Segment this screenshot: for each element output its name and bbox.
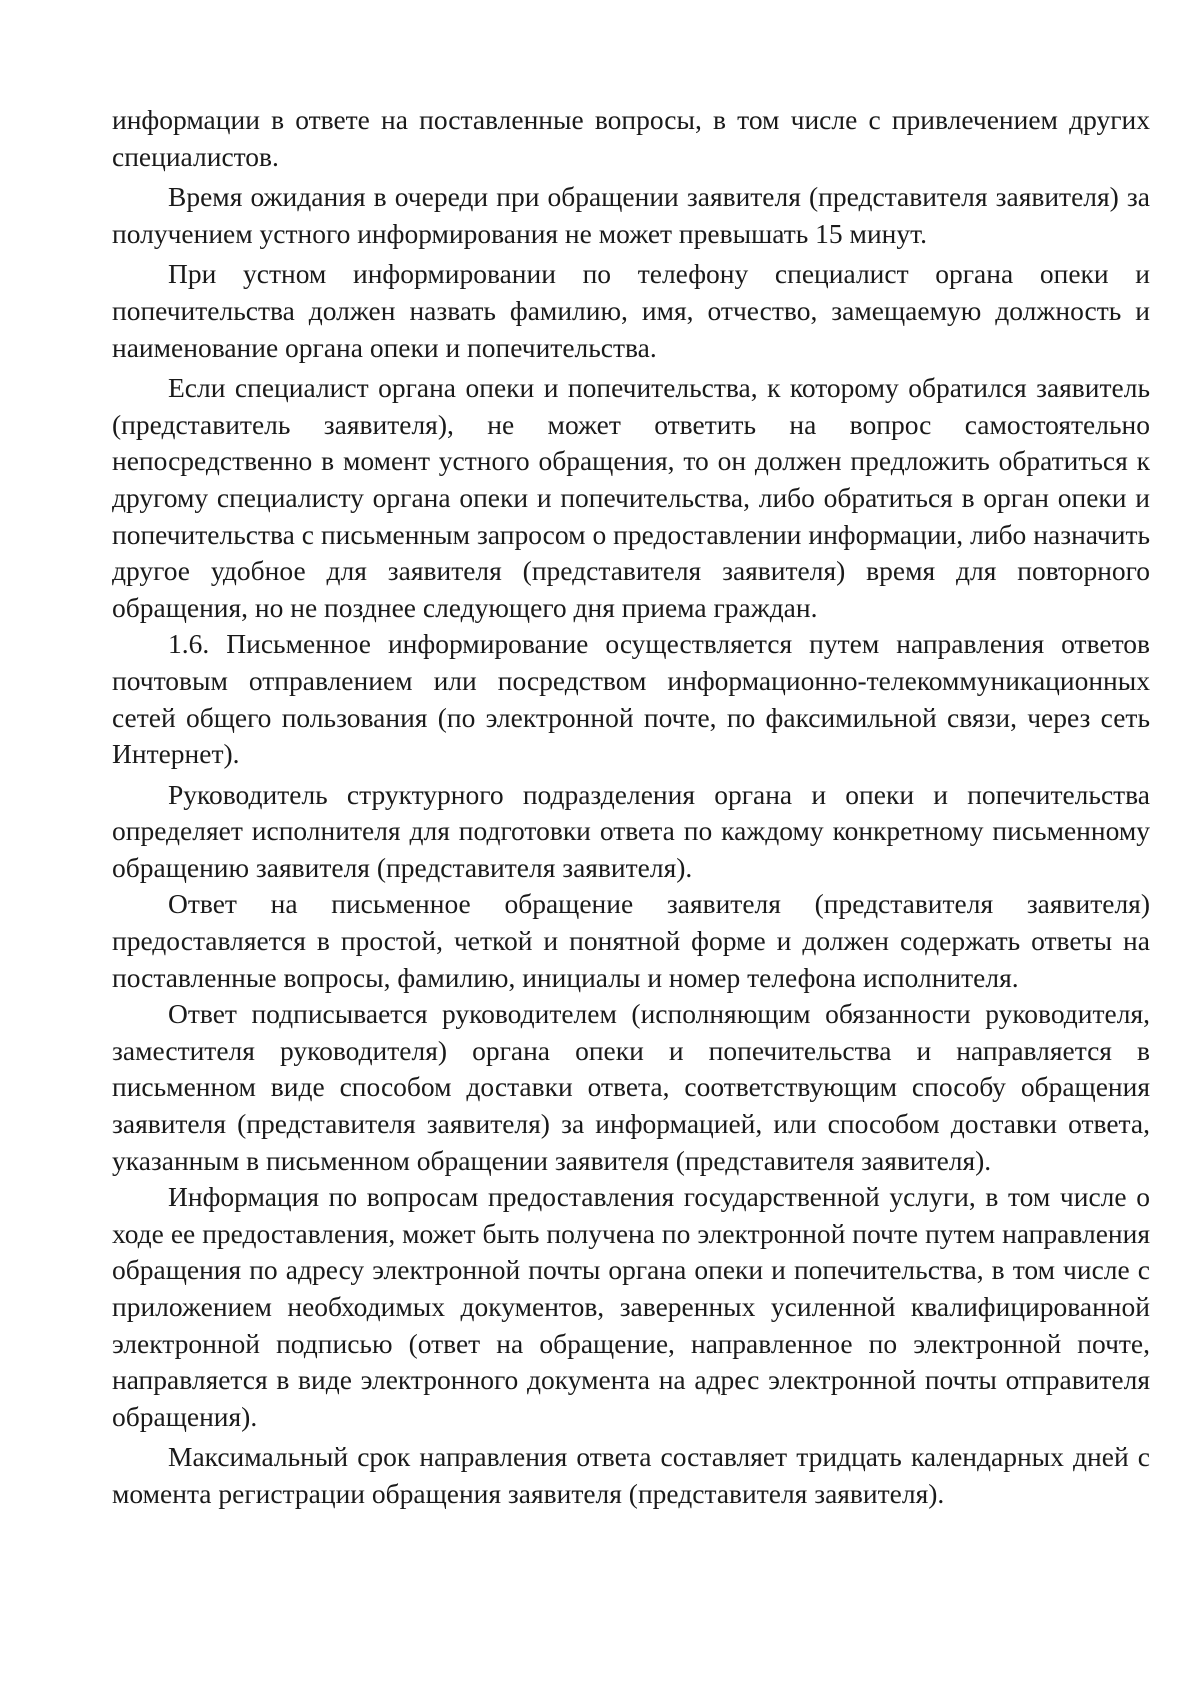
paragraph-continuation: информации в ответе на поставленные вопросы, в том числе с привлечением других специалистов. xyxy=(112,104,1150,172)
paragraph-answer-form: Ответ на письменное обращение заявителя (представителя заявителя) предоставляется в простой, четкой и понятной форме и должен содержать ответы на поставленные вопросы, фамилию, инициалы и номер телефона исполнителя. xyxy=(112,888,1150,993)
paragraph-answer-signing: Ответ подписывается руководителем (исполняющим обязанности руководителя, заместителя руководителя) органа опеки и попечительства и направляется в письменном виде способом доставки ответа, соответствующим способу обращения заявителя (представителя заявителя) за информацией, или способом доставки ответа, указанным в письменном обращении заявителя (представителя заявителя). xyxy=(112,998,1150,1176)
paragraph-phone-info: При устном информировании по телефону специалист органа опеки и попечительства должен назвать фамилию, имя, отчество, замещаемую должность и наименование органа опеки и попечительства. xyxy=(112,258,1150,363)
paragraph-email-info: Информация по вопросам предоставления государственной услуги, в том числе о ходе ее предоставления, может быть получена по электронной почте путем направления обращения по адресу электронной почты органа опеки и попечительства, в том числе с приложением необходимых документов, заверенных усиленной квалифицированной электронной подписью (ответ на обращение, направленное по электронной почте, направляется в виде электронного документа на адрес электронной почты отправителя обращения). xyxy=(112,1181,1150,1432)
paragraph-executor: Руководитель структурного подразделения органа и опеки и попечительства определяет исполнителя для подготовки ответа по каждому конкретному письменному обращению заявителя (представителя заявителя). xyxy=(112,778,1150,883)
paragraph-specialist-redirect: Если специалист органа опеки и попечительства, к которому обратился заявитель (представитель заявителя), не может ответить на вопрос самостоятельно непосредственно в момент устного обращения, то он должен предложить обратиться к другому специалисту органа опеки и попечительства, либо обратиться в орган опеки и попечительства с письменным запросом о предоставлении информации, либо назначить другое удобное для заявителя (представителя заявителя) время для повторного обращения, но не позднее следующего дня приема граждан. xyxy=(112,372,1150,623)
paragraph-max-term: Максимальный срок направления ответа составляет тридцать календарных дней с момента регистрации обращения заявителя (представителя заявителя). xyxy=(112,1441,1150,1509)
document-body xyxy=(112,102,1150,1513)
paragraph-waiting-time: Время ожидания в очереди при обращении заявителя (представителя заявителя) за получением устного информирования не может превышать 15 минут. xyxy=(112,181,1150,249)
paragraph-written-info: 1.6. Письменное информирование осуществляется путем направления ответов почтовым отправлением или посредством информационно-телекоммуникационных сетей общего пользования (по электронной почте, по факсимильной связи, через сеть Интернет). xyxy=(112,628,1150,770)
